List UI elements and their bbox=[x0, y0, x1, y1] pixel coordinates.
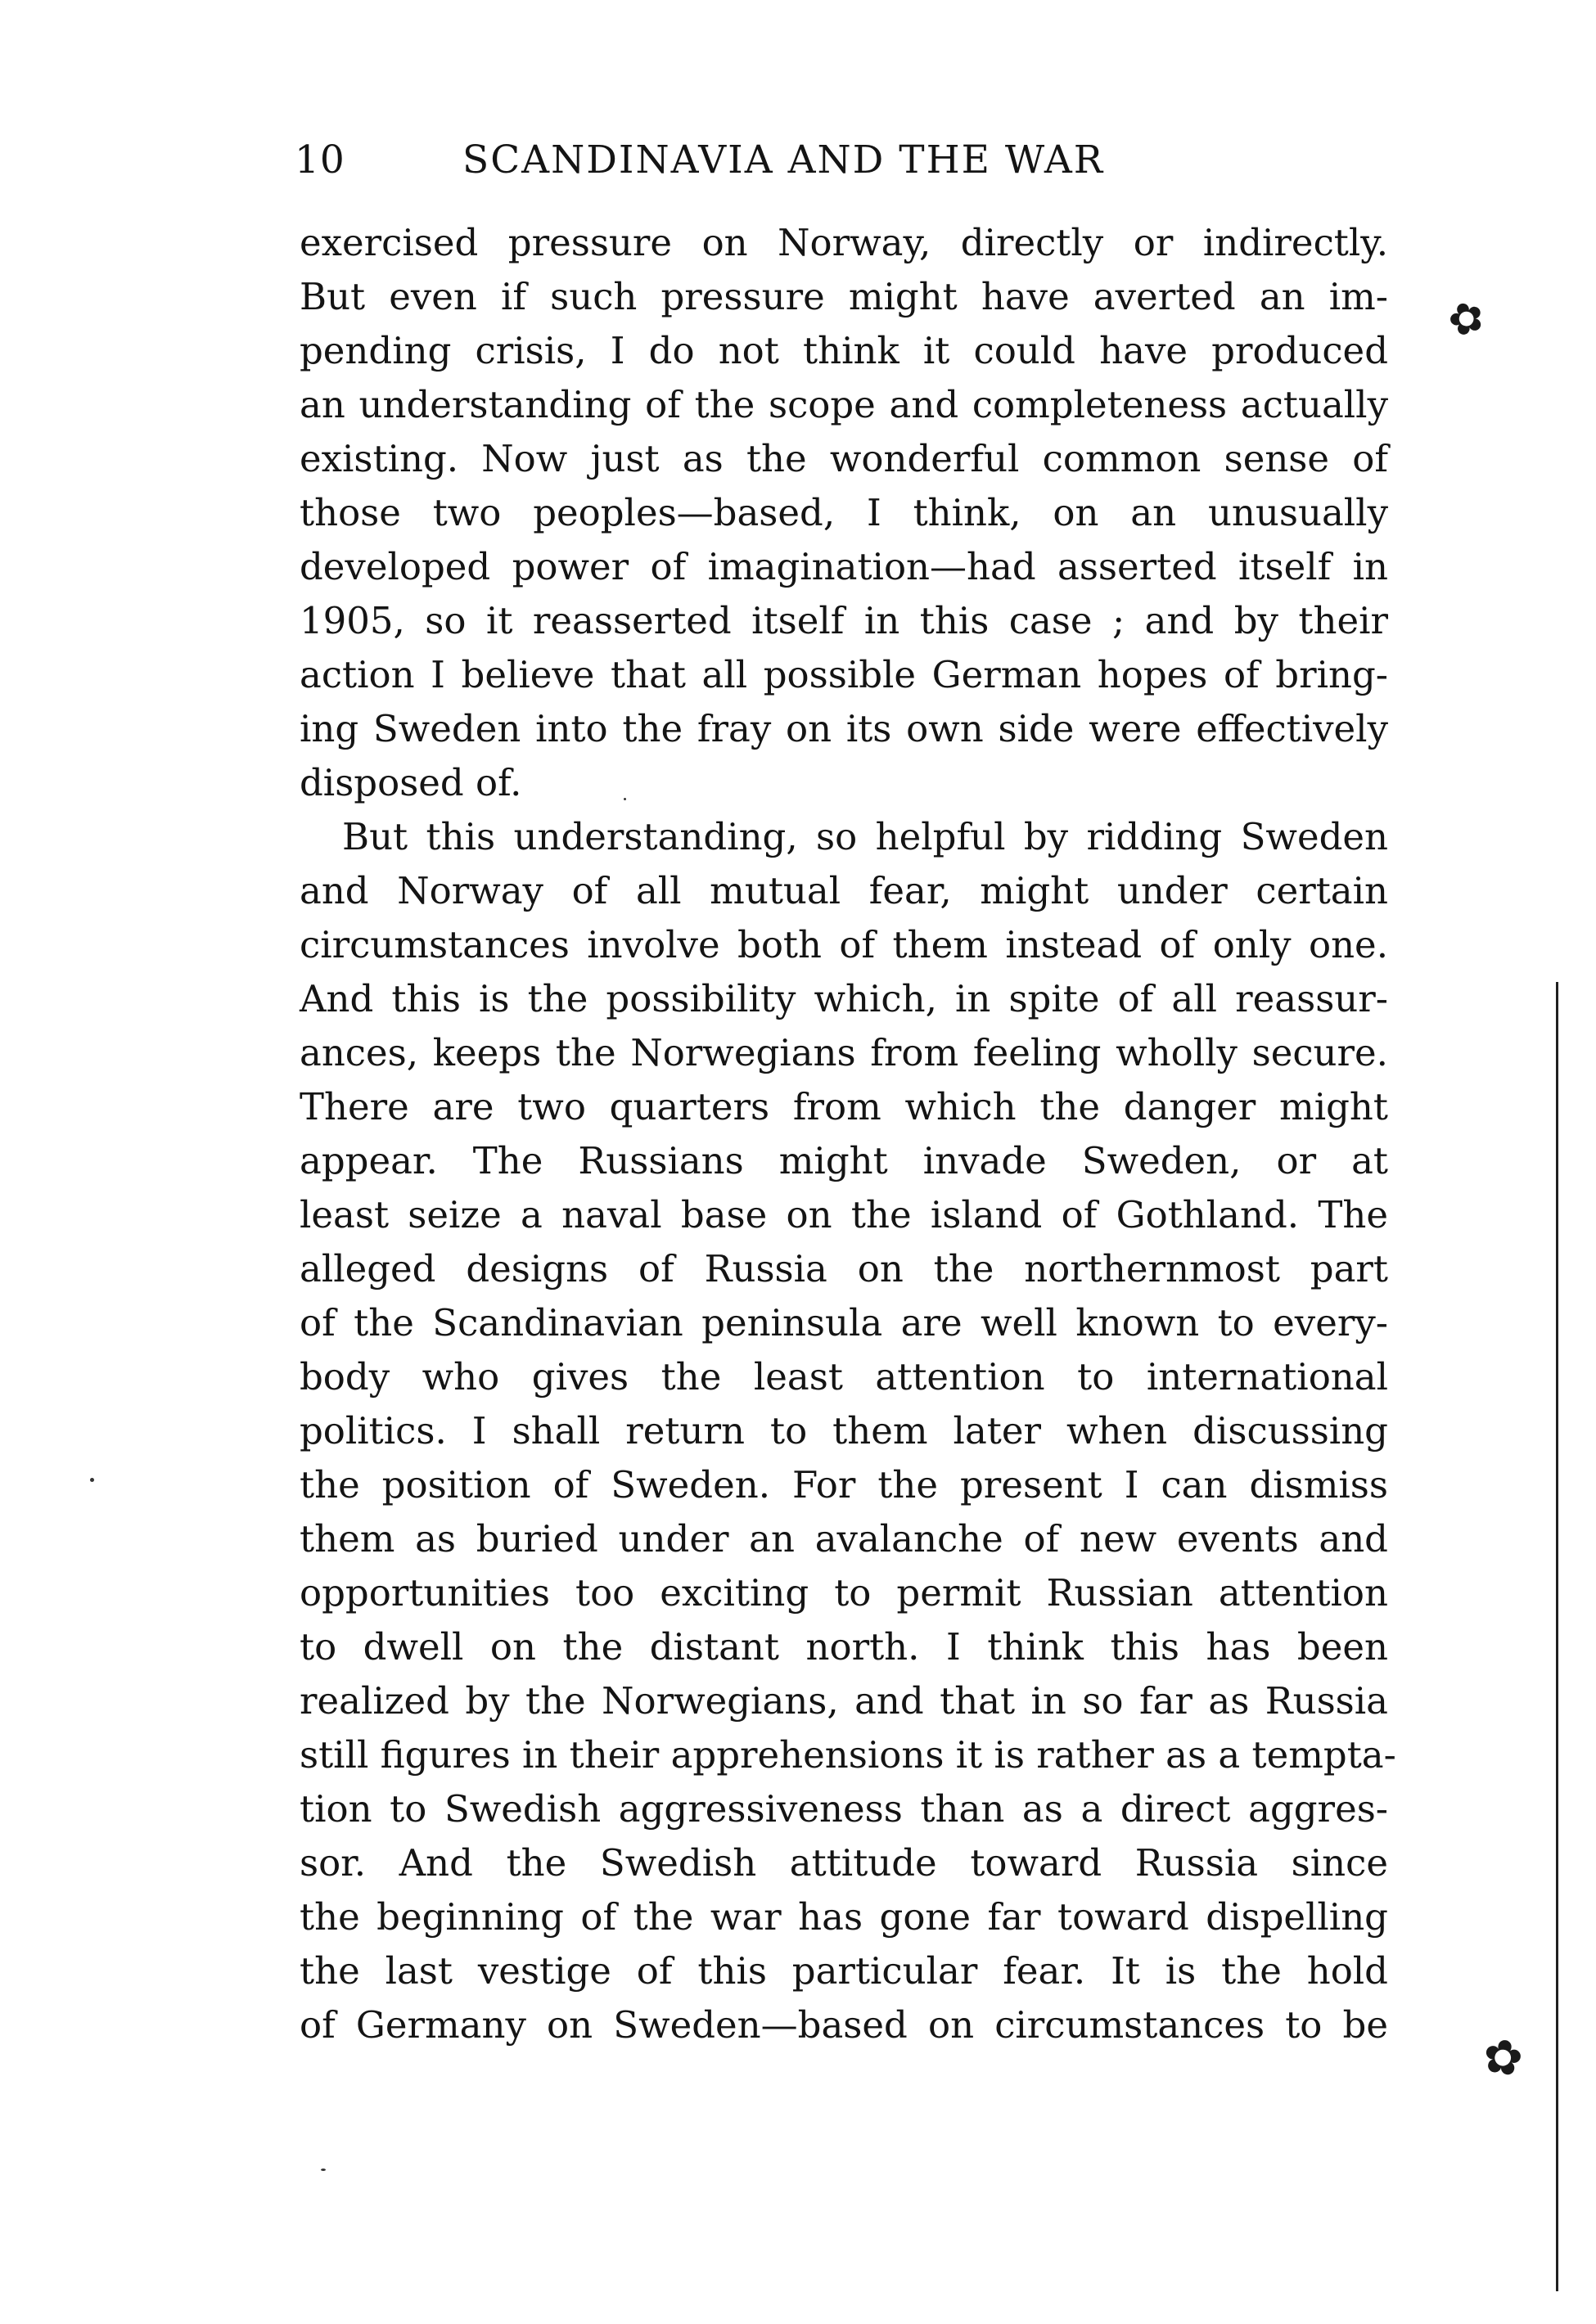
text-line: to dwell on the distant north. I think this has been bbox=[300, 1625, 1388, 1669]
text-line: the position of Sweden. For the present I can dismiss bbox=[300, 1463, 1388, 1507]
text-line: the last vestige of this particular fear. It is the hold bbox=[300, 1949, 1388, 1993]
text-line: tion to Swedish aggressiveness than as a direct aggres- bbox=[300, 1787, 1388, 1831]
running-title: SCANDINAVIA AND THE WAR bbox=[462, 137, 1105, 182]
text-line: opportunities too exciting to permit Russian attention bbox=[300, 1571, 1388, 1615]
text-line: politics. I shall return to them later when discussing bbox=[300, 1409, 1388, 1452]
paragraph bbox=[300, 810, 1396, 2052]
text-line: those two peoples—based, I think, on an unusually bbox=[300, 491, 1388, 534]
text-line: But even if such pressure might have averted an im- bbox=[300, 275, 1388, 318]
text-line: of Germany on Sweden—based on circumstances to be bbox=[300, 2003, 1388, 2047]
text-line: and Norway of all mutual fear, might under certain bbox=[300, 869, 1388, 912]
scan-speck bbox=[90, 1478, 94, 1482]
text-line: ances, keeps the Norwegians from feeling wholly secure. bbox=[300, 1031, 1388, 1074]
text-line: disposed of. bbox=[300, 761, 522, 804]
body-text bbox=[300, 216, 1396, 2052]
text-line: existing. Now just as the wonderful common sense of bbox=[300, 437, 1388, 480]
text-line: still figures in their apprehensions it is rather as a tempta- bbox=[300, 1733, 1396, 1777]
text-line: least seize a naval base on the island of Gothland. The bbox=[300, 1193, 1388, 1236]
text-line: And this is the possibility which, in spite of all reassur- bbox=[300, 977, 1388, 1020]
text-line: But this understanding, so helpful by ridding Sweden bbox=[342, 815, 1388, 858]
page-edge-line bbox=[1556, 982, 1558, 2291]
text-line: ing Sweden into the fray on its own side were effectively bbox=[300, 707, 1388, 750]
text-line: There are two quarters from which the danger might bbox=[300, 1085, 1388, 1128]
text-line: alleged designs of Russia on the northernmost part bbox=[300, 1247, 1388, 1290]
text-line: circumstances involve both of them instead of only one. bbox=[300, 923, 1388, 966]
text-line: pending crisis, I do not think it could have produced bbox=[300, 329, 1388, 372]
ink-blot-icon: ✿ bbox=[1441, 290, 1492, 349]
page-header bbox=[295, 131, 1391, 196]
page-number: 10 bbox=[295, 137, 345, 182]
scan-speck bbox=[321, 2169, 326, 2171]
text-line: appear. The Russians might invade Sweden, or at bbox=[300, 1139, 1388, 1182]
text-line: of the Scandinavian peninsula are well known to every- bbox=[300, 1301, 1388, 1344]
text-line: action I believe that all possible German hopes of bring- bbox=[300, 653, 1388, 696]
paragraph bbox=[300, 216, 1388, 810]
text-line: developed power of imagination—had asserted itself in bbox=[300, 545, 1388, 588]
text-line: realized by the Norwegians, and that in so far as Russia bbox=[300, 1679, 1388, 1723]
ink-blot-icon: ✿ bbox=[1478, 2026, 1528, 2088]
text-line: exercised pressure on Norway, directly or indirectly. bbox=[300, 221, 1388, 264]
text-line: sor. And the Swedish attitude toward Russia since bbox=[300, 1841, 1388, 1885]
text-line: the beginning of the war has gone far toward dispelling bbox=[300, 1895, 1388, 1939]
text-line: them as buried under an avalanche of new events and bbox=[300, 1517, 1388, 1561]
text-line: body who gives the least attention to international bbox=[300, 1355, 1388, 1398]
text-line: an understanding of the scope and completeness actually bbox=[300, 383, 1388, 426]
text-line: 1905, so it reasserted itself in this case ; and by their bbox=[300, 599, 1388, 642]
scan-speck bbox=[624, 798, 626, 800]
